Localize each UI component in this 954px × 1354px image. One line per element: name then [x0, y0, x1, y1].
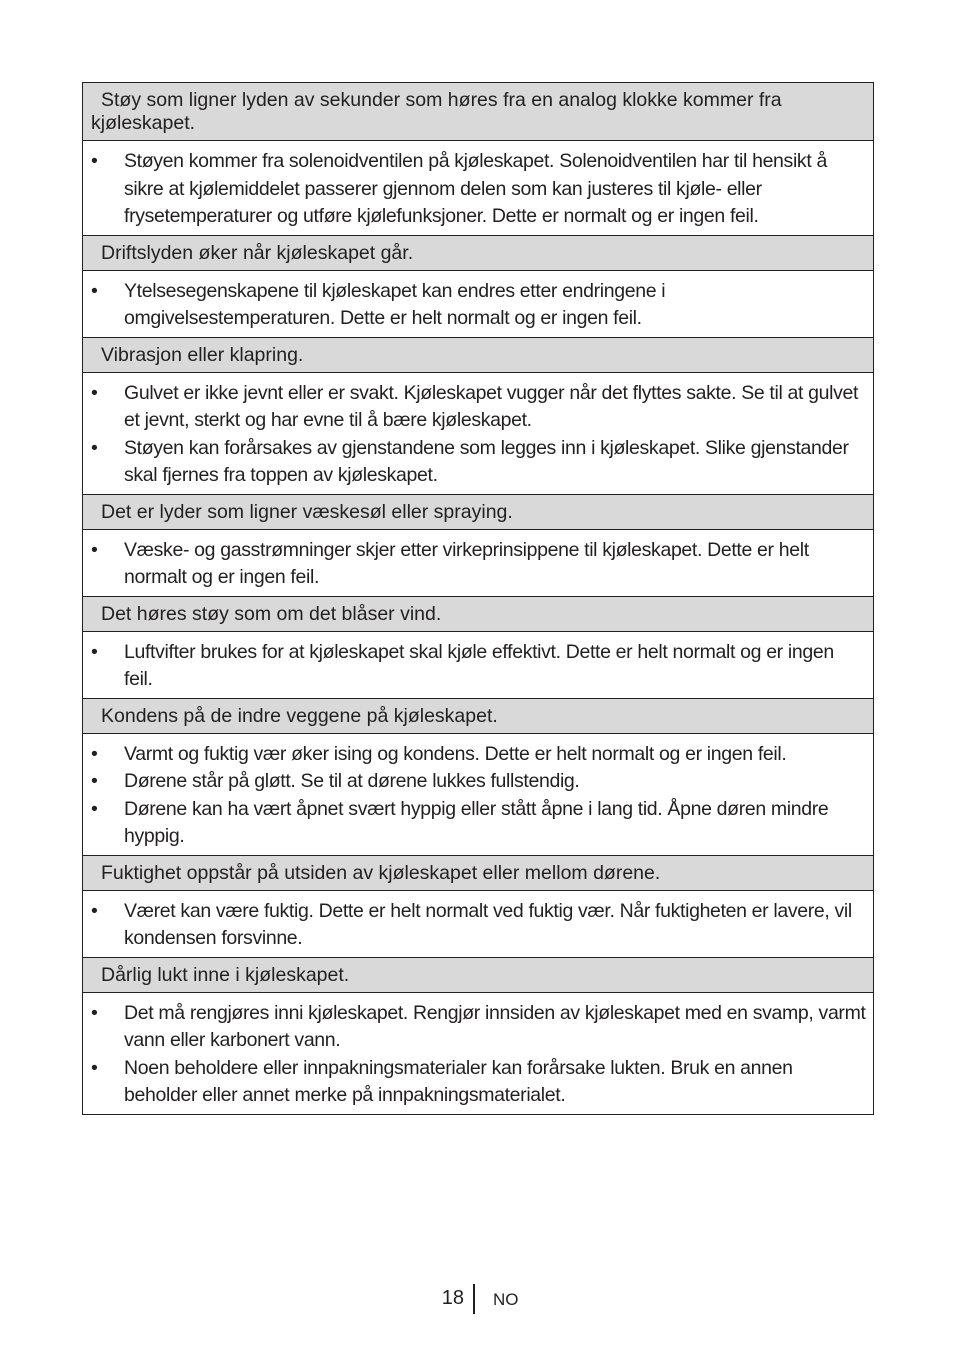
language-code: NO [493, 1290, 519, 1309]
section-heading [83, 597, 873, 632]
bullet-icon: • [91, 150, 98, 172]
list-item [89, 435, 867, 490]
page-number: 18 [441, 1287, 464, 1309]
section-body [83, 271, 873, 338]
list-item [89, 278, 867, 333]
bullet-icon: • [91, 1056, 98, 1079]
page-footer [0, 1284, 954, 1314]
list-item [89, 1055, 867, 1110]
section-body [83, 141, 873, 236]
bullet-icon: • [91, 742, 98, 765]
list-item [89, 741, 867, 769]
list-item [89, 898, 867, 953]
section-heading [83, 338, 873, 373]
list-item [89, 1000, 867, 1055]
list-item-text: Ytelsesegenskapene til kjøleskapet kan endres etter endringene i omgivelsestemperaturen. Dette er helt normalt og er ingen feil. [124, 279, 666, 329]
footer-separator [473, 1284, 475, 1314]
section-heading [83, 83, 873, 141]
list-item-text: Noen beholdere eller innpakningsmaterialer kan forårsake lukten. Bruk en annen beholder eller annet merke på innpakningsmaterialet. [124, 1056, 793, 1106]
section-body [83, 632, 873, 699]
list-item [89, 639, 867, 694]
bullet-icon: • [91, 797, 98, 820]
troubleshooting-table [82, 82, 874, 1115]
list-item-text: Støyen kommer fra solenoidventilen på kjøleskapet. Solenoidventilen har til hensikt å sikre at kjølemiddelet passerer gjennom delen som kan justeres til kjøle- eller frysetemperaturer og utføre kjølefunksjoner. Dette er normalt og er ingen feil. [124, 150, 827, 227]
list-item-text: Gulvet er ikke jevnt eller er svakt. Kjøleskapet vugger når det flyttes sakte. Se til at gulvet et jevnt, sterkt og har evne til å bære kjøleskapet. [124, 381, 859, 431]
list-item [89, 380, 867, 435]
bullet-icon: • [91, 899, 98, 922]
bullet-icon: • [91, 640, 98, 663]
section-heading-text: Det høres støy som om det blåser vind. [101, 602, 442, 625]
list-item [89, 768, 867, 796]
bullet-icon: • [91, 279, 98, 302]
list-item-text: Væske- og gasstrømninger skjer etter virkeprinsippene til kjøleskapet. Dette er helt normalt og er ingen feil. [124, 538, 809, 588]
bullet-icon: • [91, 436, 98, 459]
bullet-icon: • [91, 770, 98, 792]
section-heading [83, 699, 873, 734]
bullet-icon: • [91, 538, 98, 561]
section-body [83, 734, 873, 856]
list-item-text: Det må rengjøres inni kjøleskapet. Rengjør innsiden av kjøleskapet med en svamp, varmt vann eller karbonert vann. [124, 1001, 866, 1051]
list-item-text: Luftvifter brukes for at kjøleskapet skal kjøle effektivt. Dette er helt normalt og er ingen feil. [124, 640, 834, 690]
section-heading-text: Dårlig lukt inne i kjøleskapet. [101, 963, 350, 986]
list-item-text: Støyen kan forårsakes av gjenstandene som legges inn i kjøleskapet. Slike gjenstander skal fjernes fra toppen av kjøleskapet. [124, 436, 849, 486]
section-heading-text: Driftslyden øker når kjøleskapet går. [101, 241, 414, 264]
bullet-icon: • [91, 381, 98, 404]
section-heading-text: Fuktighet oppstår på utsiden av kjøleskapet eller mellom dørene. [101, 861, 661, 884]
list-item [89, 537, 867, 592]
list-item-text: Varmt og fuktig vær øker ising og kondens. Dette er helt normalt og er ingen feil. [124, 742, 787, 765]
section-body [83, 373, 873, 495]
section-body [83, 993, 873, 1114]
section-heading-text: Støy som ligner lyden av sekunder som høres fra en analog klokke kommer fra kjøleskapet. [91, 89, 782, 134]
list-item-text: Dørene kan ha vært åpnet svært hyppig eller stått åpne i lang tid. Åpne døren mindre hyppig. [124, 797, 829, 847]
section-body [83, 530, 873, 597]
section-heading [83, 495, 873, 530]
section-heading-text: Kondens på de indre veggene på kjøleskapet. [101, 704, 498, 727]
list-item-text: Dørene står på gløtt. Se til at dørene lukkes fullstendig. [124, 770, 580, 792]
section-heading-text: Det er lyder som ligner væskesøl eller spraying. [101, 500, 513, 523]
section-heading-text: Vibrasjon eller klapring. [101, 343, 304, 366]
section-heading [83, 236, 873, 271]
section-heading [83, 856, 873, 891]
list-item [89, 796, 867, 851]
section-body [83, 891, 873, 958]
section-heading [83, 958, 873, 993]
list-item [89, 148, 867, 231]
bullet-icon: • [91, 1001, 98, 1024]
list-item-text: Været kan være fuktig. Dette er helt normalt ved fuktig vær. Når fuktigheten er lavere, vil kondensen forsvinne. [124, 899, 852, 949]
